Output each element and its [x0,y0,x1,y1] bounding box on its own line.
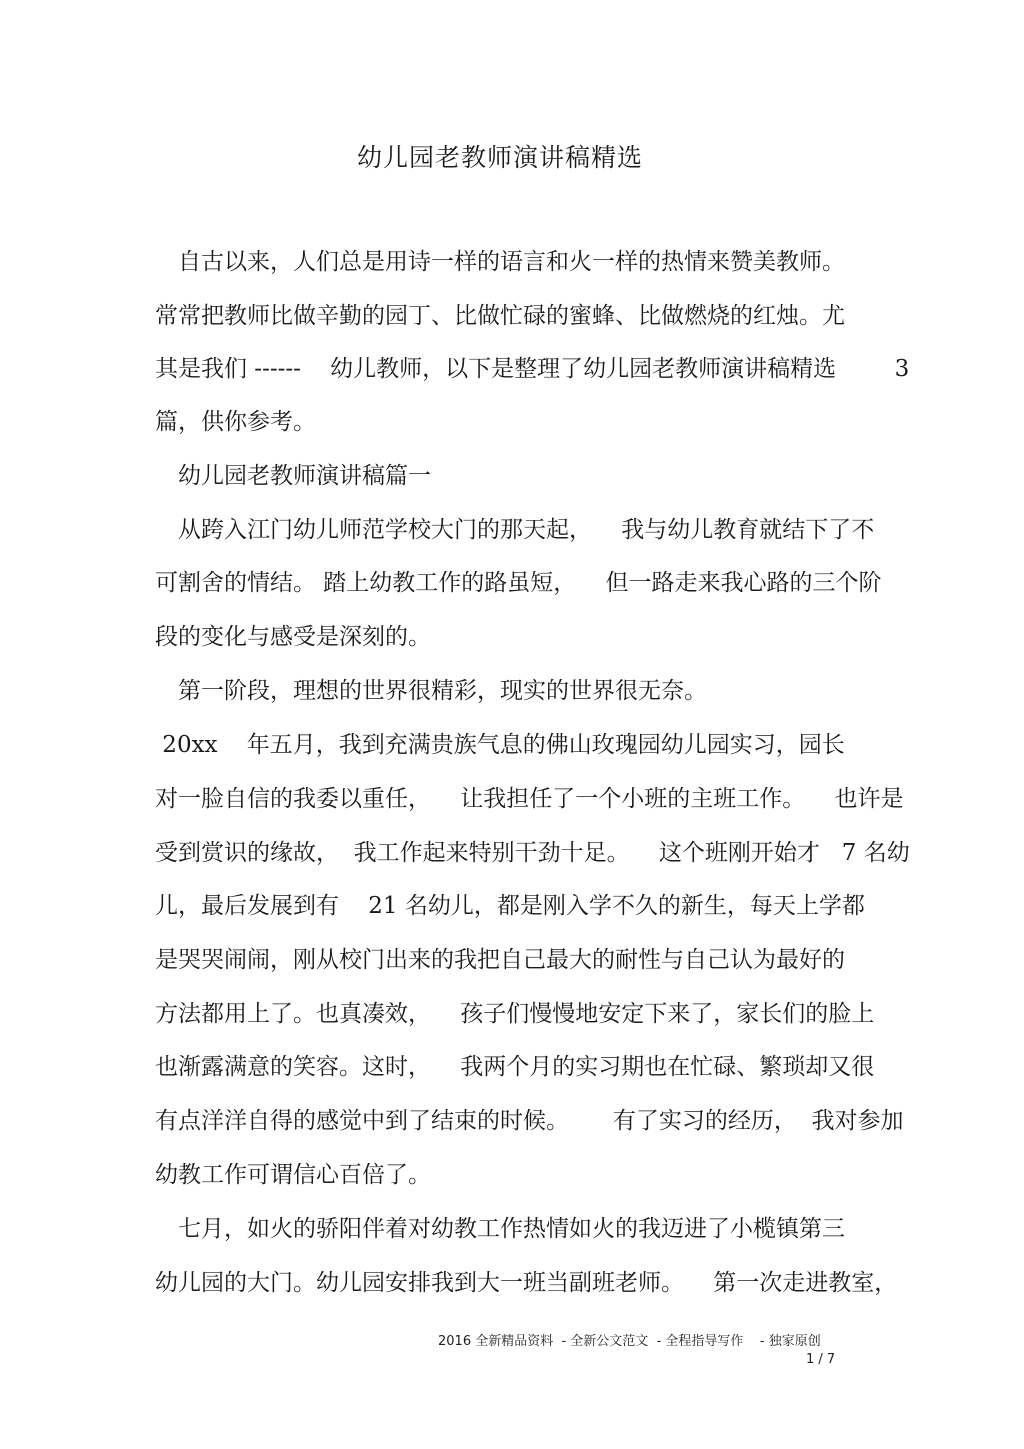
body-line: 从跨入江门幼儿师范学校大门的那天起， 我与幼儿教育就结下了不 [178,517,875,543]
body-line: 受到赏识的缘故， 我工作起来特别干劲十足。 这个班刚开始才 7 名幼 [155,840,910,866]
page-number: 1 / 7 [806,1352,836,1367]
section-heading: 幼儿园老教师演讲稿篇一 [178,463,431,489]
document-title: 幼儿园老教师演讲稿精选 [356,143,643,172]
footer-text: 2016 全新精品资料 - 全新公文范文 - 全程指导写作 - 独家原创 [438,1334,821,1349]
body-line: 幼儿园的大门。幼儿园安排我到大一班当副班老师。 第一次走进教室， [155,1270,898,1296]
body-line: 幼教工作可谓信心百倍了。 [155,1162,431,1188]
body-line: 方法都用上了。也真凑效， 孩子们慢慢地安定下来了，家长们的脸上 [155,1001,875,1027]
body-line: 其是我们 ------ 幼儿教师，以下是整理了幼儿园老教师演讲稿精选 3 [155,356,910,382]
body-line: 也渐露满意的笑容。这时， 我两个月的实习期也在忙碌、繁琐却又很 [155,1054,875,1080]
body-line: 有点洋洋自得的感觉中到了结束的时候。 有了实习的经历， 我对参加 [155,1108,904,1134]
body-line: 段的变化与感受是深刻的。 [155,624,431,650]
body-line: 20xx 年五月，我到充满贵族气息的佛山玫瑰园幼儿园实习，园长 [155,732,845,758]
body-line: 可割舍的情结。 踏上幼教工作的路虽短， 但一路走来我心路的三个阶 [155,570,882,596]
body-line: 是哭哭闹闹，刚从校门出来的我把自己最大的耐性与自己认为最好的 [155,947,845,973]
body-line: 第一阶段，理想的世界很精彩，现实的世界很无奈。 [178,678,707,704]
body-line: 对一脸自信的我委以重任， 让我担任了一个小班的主班工作。 也许是 [155,786,904,812]
body-line: 篇，供你参考。 [155,409,316,435]
body-line: 自古以来，人们总是用诗一样的语言和火一样的热情来赞美教师。 [178,249,845,275]
body-line: 儿，最后发展到有 21 名幼儿，都是刚入学不久的新生，每天上学都 [155,893,865,919]
body-line: 常常把教师比做辛勤的园丁、比做忙碌的蜜蜂、比做燃烧的红烛。尤 [155,303,845,329]
body-line: 七月，如火的骄阳伴着对幼教工作热情如火的我迈进了小榄镇第三 [178,1216,845,1242]
